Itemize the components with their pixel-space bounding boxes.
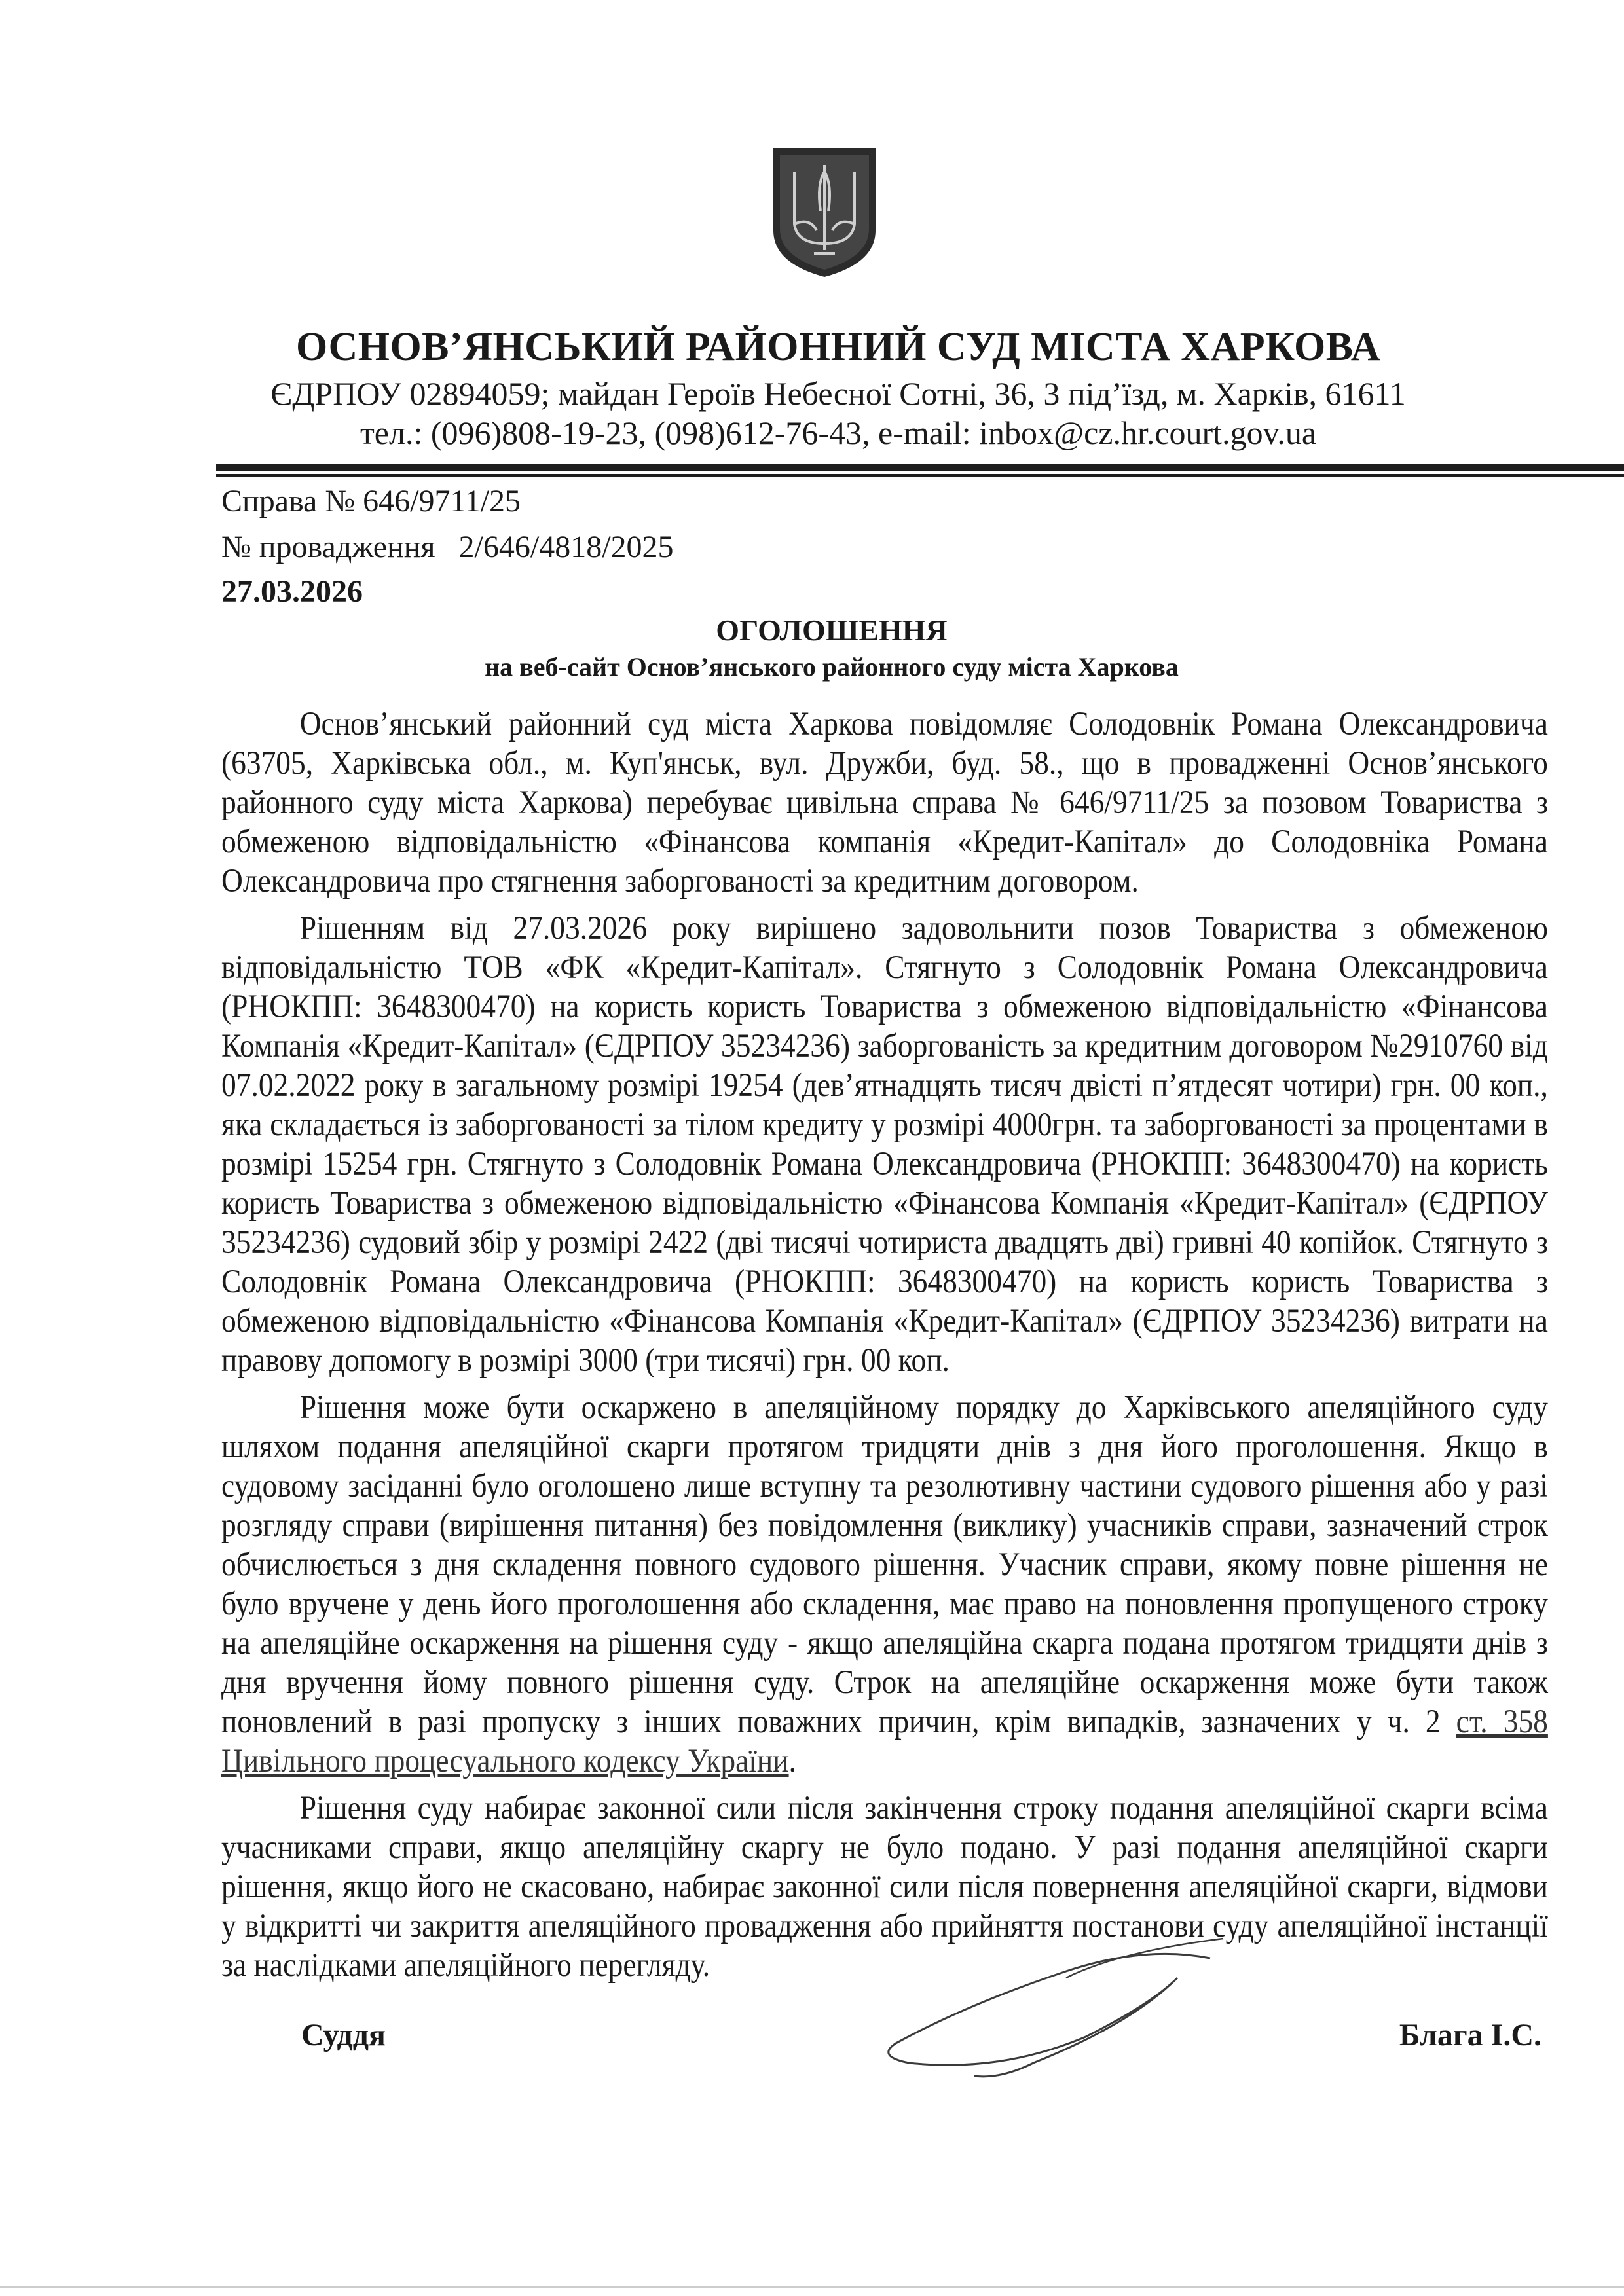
document-date: 27.03.2026 — [221, 574, 363, 609]
paragraph-decision: Рішенням від 27.03.2026 року вирішено задовольнити позов Товариства з обмеженою відповідальністю ТОВ «ФК «Кредит-Капітал». Стягнуто з Солодовнік Романа Олександровича (РНОКПП: 3648300470) на користь користь Товариства з обмеженою відповідальністю «Фінансова Компанія «Кредит-Капітал» (ЄДРПОУ 35234236) заборгованість за кредитним договором №2910760 від 07.02.2022 року в загальному розмірі 19254 (дев’ятнадцять тисяч двісті п’ятдесят чотири) грн. 00 коп., яка складається із заборгованості за тілом кредиту у розмірі 4000грн. та заборгованості за процентами в розмірі 15254 грн. Стягнуто з Солодовнік Романа Олександровича (РНОКПП: 3648300470) на користь користь Товариства з обмеженою відповідальністю «Фінансова Компанія «Кредит-Капітал» (ЄДРПОУ 35234236) судовий збір у розмірі 2422 (дві тисячі чотириста двадцять дві) гривні 40 копійок. Стягнуто з Солодовнік Романа Олександровича (РНОКПП: 3648300470) на користь користь Товариства з обмеженою відповідальністю «Фінансова Компанія «Кредит-Капітал» (ЄДРПОУ 35234236) витрати на правову допомогу в розмірі 3000 (три тисячі) грн. 00 коп. — [221, 909, 1548, 1378]
court-name: ОСНОВ’ЯНСЬКИЙ РАЙОННИЙ СУД МІСТА ХАРКОВА — [295, 325, 1381, 369]
appeal-text: Рішення може бути оскаржено в апеляційному порядку до Харківського апеляційного суду шляхом подання апеляційної скарги протягом тридцяти днів з дня його проголошення. Якщо в судовому засіданні було оголошено лише вступну та резолютивну частини судового рішення або у разі розгляду справи (вирішення питання) без повідомлення (виклику) учасників справи, зазначений строк обчислюється з дня складення повного судового рішення. Учасник справи, якому повне рішення не було вручене у день його проголошення або складення, має право на поновлення пропущеного строку на апеляційне оскарження на рішення суду - якщо апеляційна скарга подана протягом тридцяти днів з дня вручення йому повного рішення суду. Строк на апеляційне оскарження може бути також поновлений в разі пропуску з інших поважних причин, крім випадків, зазначених у ч. 2 — [221, 1389, 1548, 1740]
judge-name: Блага І.С. — [1399, 2018, 1541, 2052]
proceeding-number: № провадження 2/646/4818/2025 — [221, 530, 674, 564]
paragraph-legal-force: Рішення суду набирає законної сили після закінчення строку подання апеляційної скарги всіма учасниками справи, якщо апеляційну скаргу не було подано. У разі подання апеляційної скарги рішення, якщо його не скасовано, набирає законної сили після повернення апеляційної скарги, відмови у відкритті чи закриття апеляційного провадження або прийняття постанови суду апеляційної інстанції за наслідками апеляційного перегляду. — [221, 1789, 1548, 1983]
announcement-body — [221, 704, 1548, 1984]
signature-row — [221, 2017, 1548, 2063]
handwritten-signature — [870, 1932, 1236, 2089]
coat-of-arms-icon — [771, 145, 878, 280]
document-content — [221, 704, 1548, 2063]
civil-procedure-code-link[interactable]: ст. 358 Цивільного процесуального кодексу України — [221, 1703, 1548, 1779]
appeal-text-end: . — [788, 1742, 796, 1779]
judge-label: Суддя — [301, 2018, 386, 2052]
header-divider — [216, 464, 1624, 471]
page-edge-line — [0, 2286, 1624, 2288]
announcement-title: ОГОЛОШЕННЯ — [716, 613, 948, 647]
court-contacts: тел.: (096)808-19-23, (098)612-76-43, e-mail: inbox@cz.hr.court.gov.ua — [360, 414, 1317, 451]
paragraph-notice: Основ’янський районний суд міста Харкова повідомляє Солодовнік Романа Олександровича (63705, Харківська обл., м. Куп'янськ, вул. Дружби, буд. 58., що в провадженні Основ’янського районного суду міста Харкова) перебуває цивільна справа № 646/9711/25 за позовом Товариства з обмеженою відповідальністю «Фінансова компанія «Кредит-Капітал» до Солодовніка Романа Олександровича про стягнення заборгованості за кредитним договором. — [221, 705, 1548, 899]
header-divider-thin — [216, 474, 1624, 477]
paragraph-appeal — [221, 1387, 1548, 1780]
court-address: ЄДРПОУ 02894059; майдан Героїв Небесної Сотні, 36, 3 під’їзд, м. Харків, 61611 — [270, 375, 1406, 412]
announcement-subtitle: на веб-сайт Основ’янського районного суду міста Харкова — [485, 652, 1179, 682]
case-number: Справа № 646/9711/25 — [221, 484, 521, 519]
